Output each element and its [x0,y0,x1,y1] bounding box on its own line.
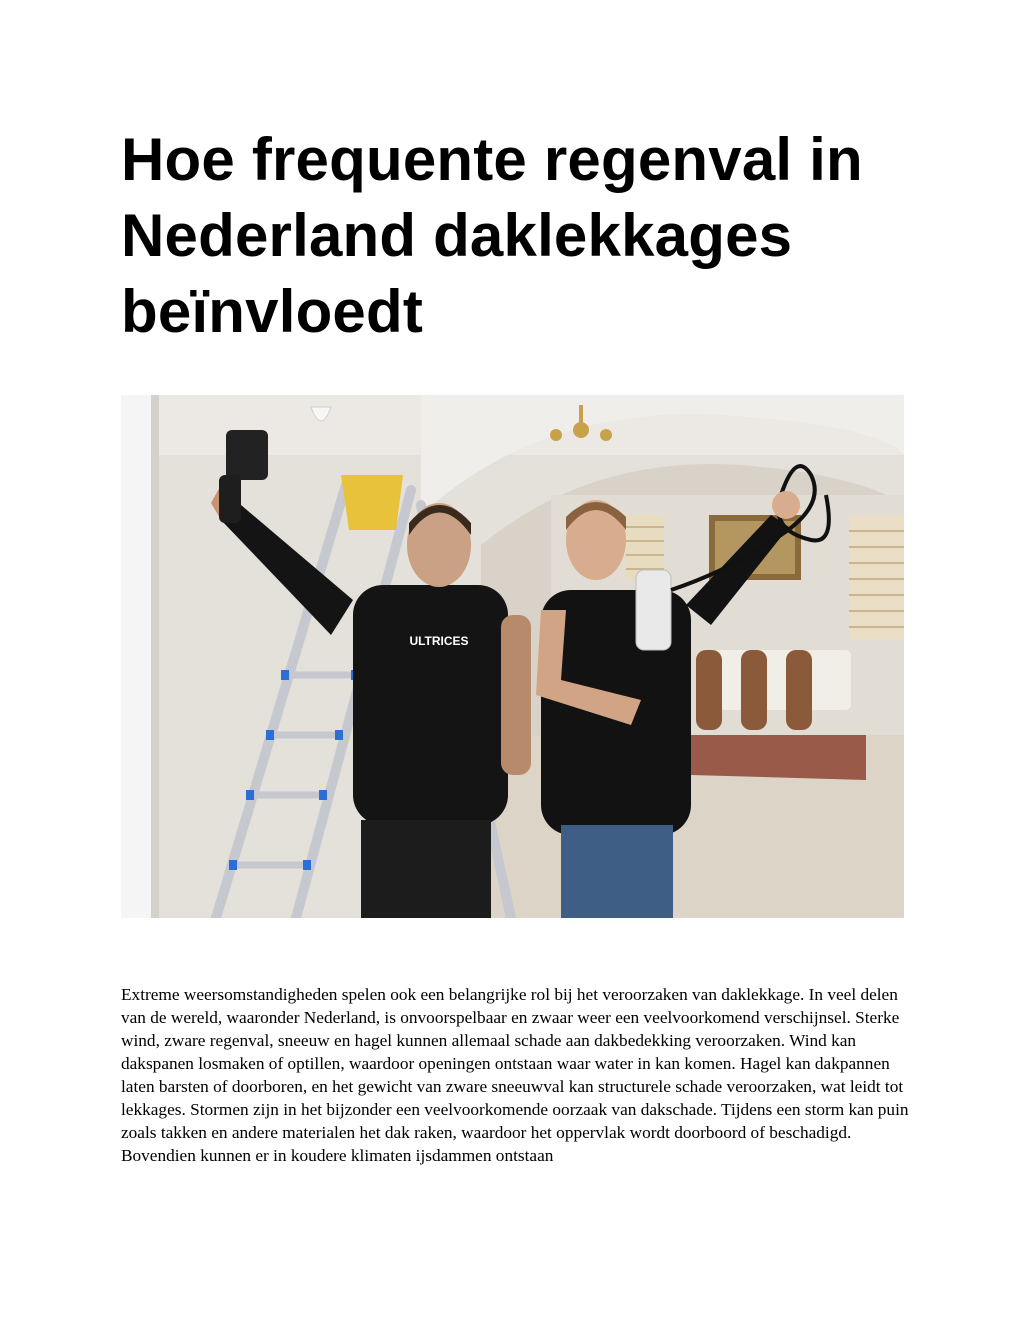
article-body: Extreme weersomstandigheden spelen ook een belangrijke rol bij het veroorzaken van daklekkage. In veel delen van de wereld, waaronder Nederland, is onvoorspelbaar en zwaar weer een veelvoorkomend verschijnsel. Sterke wind, zware regenval, sneeuw en hagel kunnen allemaal schade aan dakbedekking veroorzaken. Wind kan dakspanen losmaken of optillen, waardoor openingen ontstaan waar water in kan komen. Hagel kan dakpannen laten barsten of doorboren, en het gewicht van zware sneeuwval kan structurele schade veroorzaken, wat leidt tot lekkages. Stormen zijn in het bijzonder een veelvoorkomende oorzaak van dakschade. Tijdens een storm kan puin zoals takken en andere materialen het dak raken, waardoor het oppervlak wordt doorboord of beschadigd. Bovendien kunnen er in koudere klimaten ijsdammen ontstaan [121,985,909,1165]
article-photo [121,395,904,918]
page-title: Hoe frequente regenval in Nederland daklekkages beïnvloedt [121,126,863,345]
shirt-logo: ULTRICES [409,634,469,648]
